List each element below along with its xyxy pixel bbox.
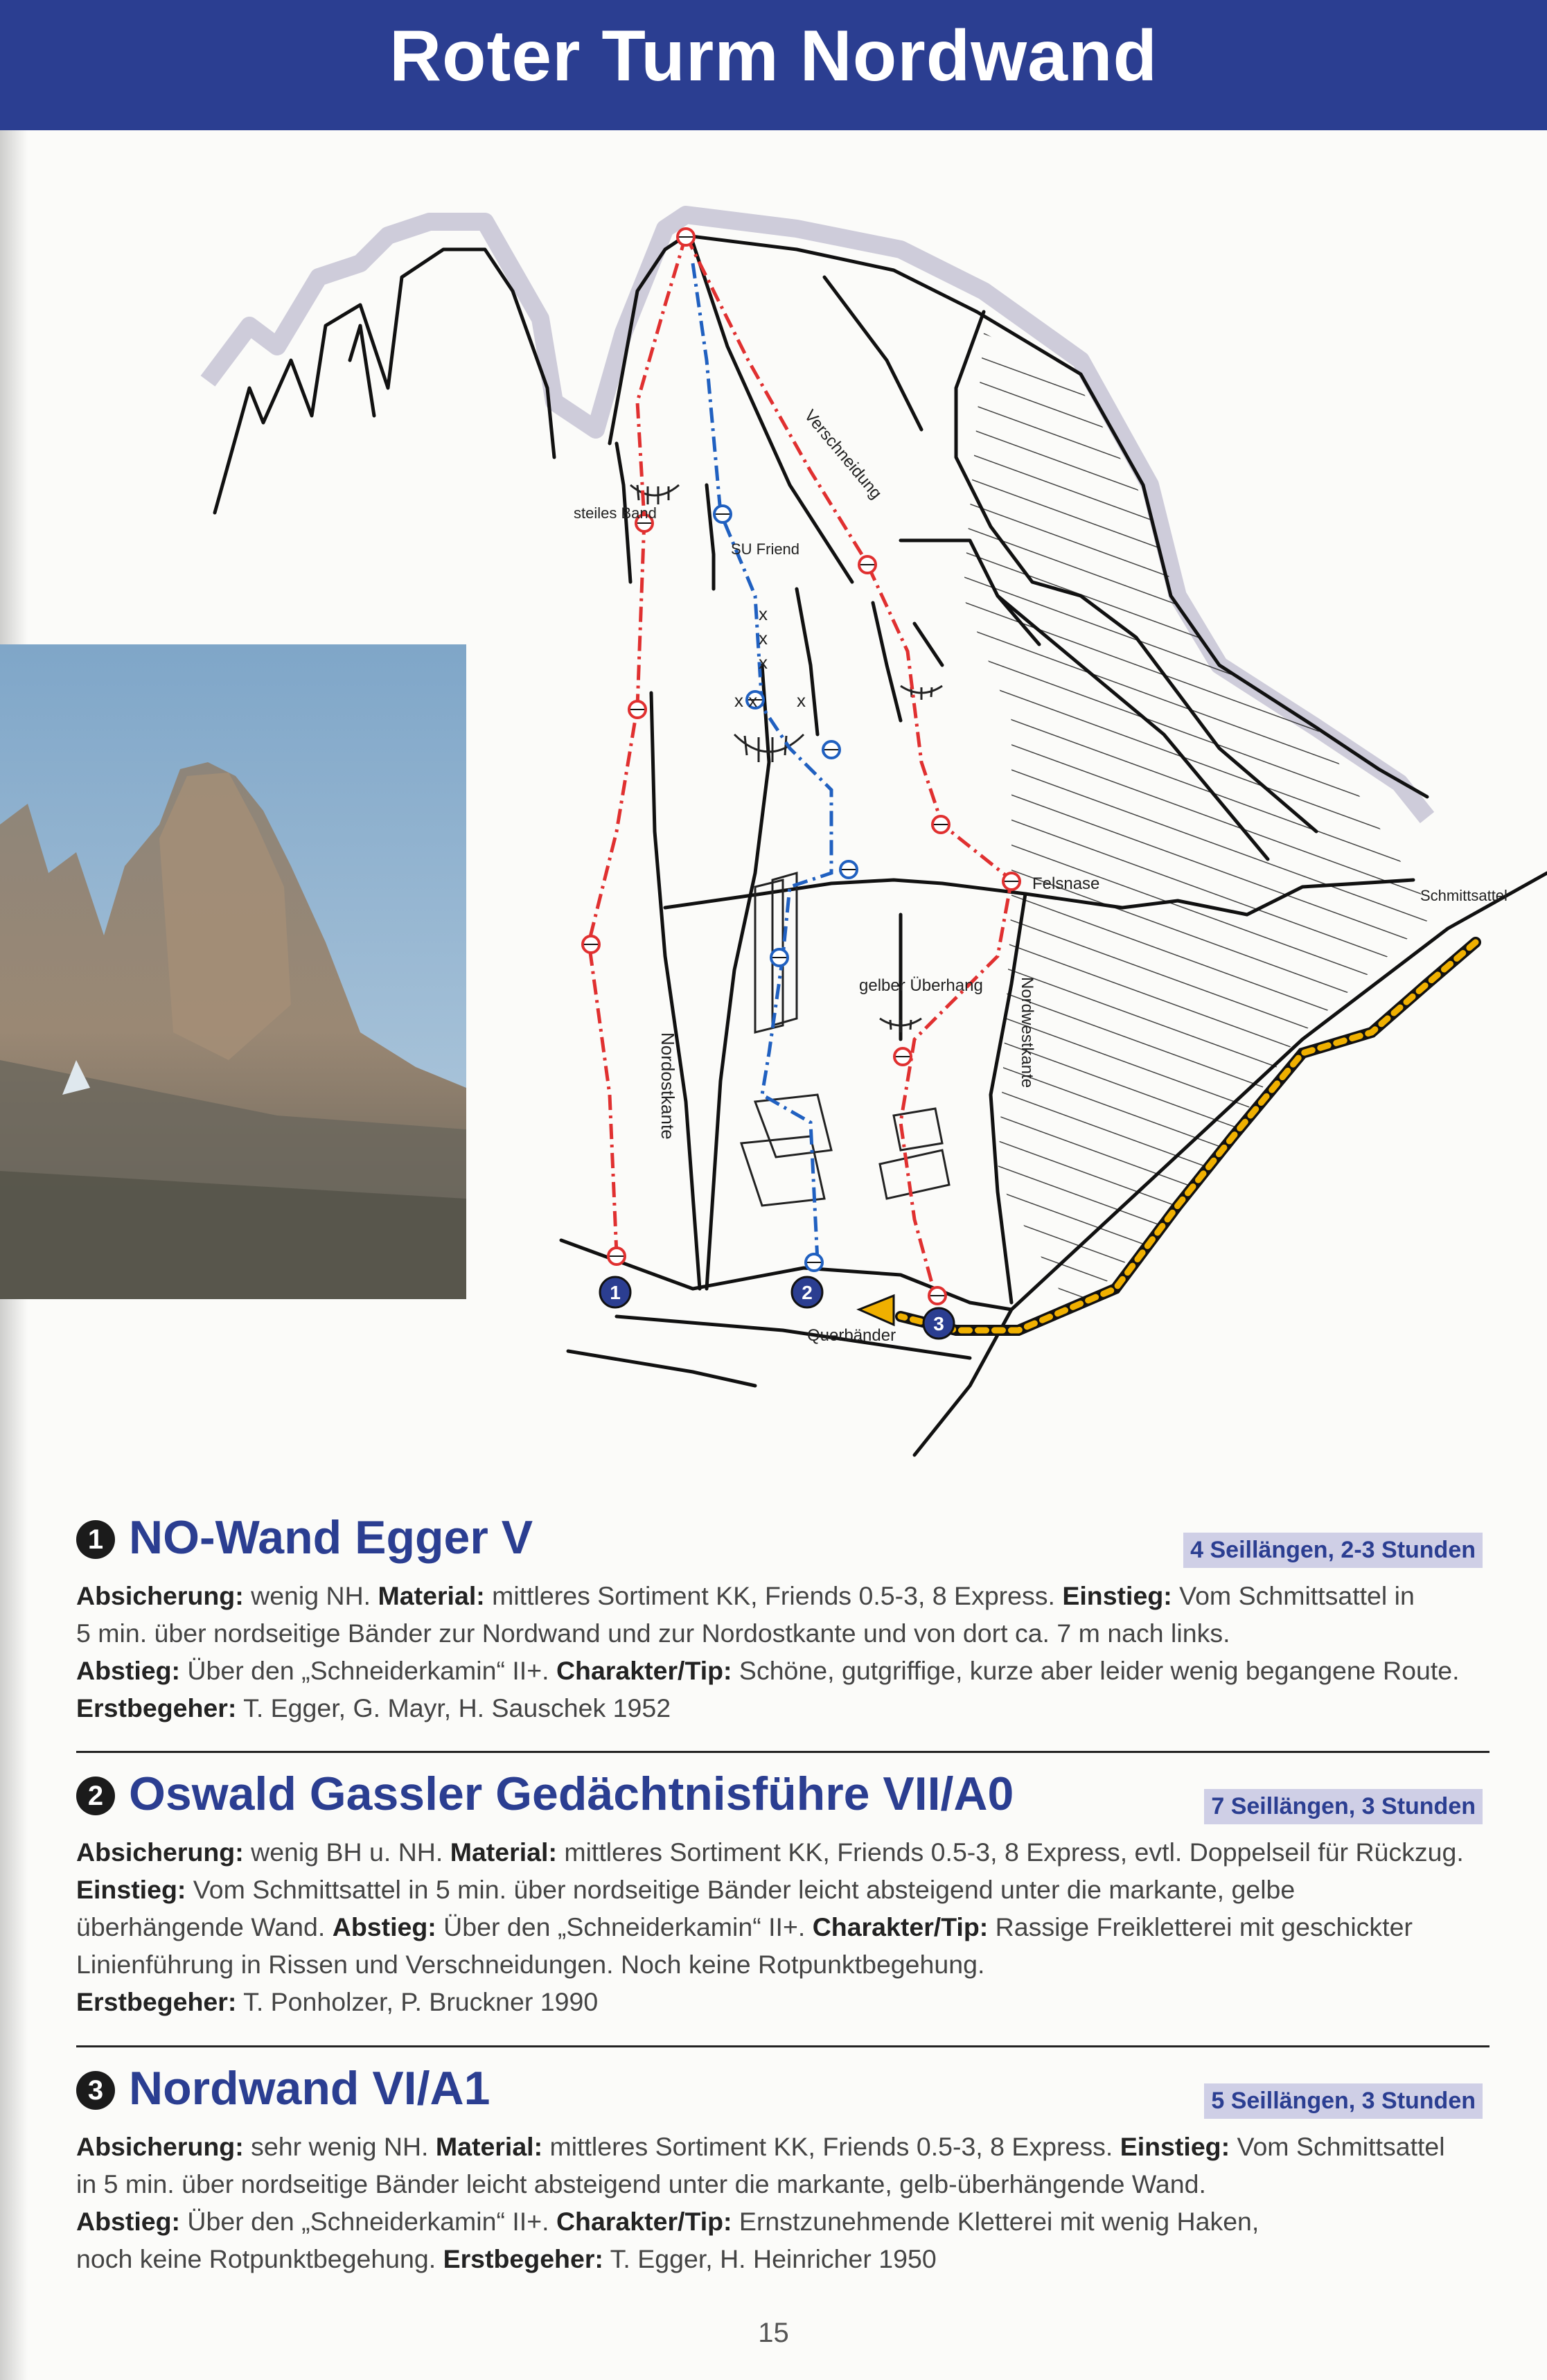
divider — [76, 1751, 1489, 1753]
description-line — [76, 1833, 1483, 1871]
field-label: Charakter/Tip: — [556, 1656, 732, 1685]
field-value: Linienführung in Rissen und Verschneidungen. Noch keine Rotpunktbegehung. — [76, 1950, 985, 1979]
field-value: noch keine Rotpunktbegehung. — [76, 2244, 443, 2273]
label-verschneidung: Verschneidung — [800, 406, 886, 503]
field-label: Einstieg: — [1120, 2132, 1230, 2161]
field-label: Absicherung: — [76, 1581, 244, 1610]
svg-text:x: x — [759, 628, 768, 649]
description-line — [76, 1983, 1483, 2020]
field-value: 5 min. über nordseitige Bänder zur Nordwand und zur Nordostkante und von dort ca. 7 m nach links. — [76, 1619, 1230, 1648]
label-nordostkante: Nordostkante — [657, 1032, 678, 1140]
approach-arrow — [859, 1296, 894, 1325]
label-gelber-ueberhang: gelber Überhang — [859, 976, 983, 995]
field-value: Schöne, gutgriffige, kurze aber leider wenig begangene Route. — [732, 1656, 1460, 1685]
marker-1: 1 — [610, 1282, 621, 1303]
page-number: 15 — [758, 2318, 789, 2348]
field-value: Über den „Schneiderkamin“ II+. — [436, 1912, 813, 1941]
field-label: Material: — [378, 1581, 485, 1610]
field-value: Vom Schmittsattel — [1230, 2132, 1445, 2161]
mountain-photo — [0, 644, 466, 1299]
route-duration-badge: 4 Seillängen, 2-3 Stunden — [1183, 1533, 1483, 1568]
route-block-1 — [76, 1510, 1483, 1727]
route-description — [76, 1833, 1483, 2020]
description-line — [76, 1946, 1483, 1983]
field-label: Einstieg: — [1062, 1581, 1172, 1610]
belay-stations — [583, 229, 1020, 1304]
svg-text:x: x — [797, 690, 806, 711]
field-value: in 5 min. über nordseitige Bänder leicht absteigend unter die markante, gelb-überhängende Wand. — [76, 2169, 1206, 2198]
description-line — [76, 2128, 1483, 2165]
field-label: Absicherung: — [76, 1837, 244, 1867]
field-value: sehr wenig NH. — [243, 2132, 436, 2161]
field-value: T. Ponholzer, P. Bruckner 1990 — [236, 1987, 599, 2016]
route-3-line — [686, 236, 1011, 1296]
route-block-3 — [76, 2061, 1483, 2277]
route-number-badge: 3 — [76, 2071, 115, 2110]
field-label: Erstbegeher: — [443, 2244, 603, 2273]
field-label: Abstieg: — [76, 1656, 180, 1685]
description-line — [76, 1689, 1483, 1727]
field-label: Erstbegeher: — [76, 1693, 237, 1722]
field-label: Einstieg: — [76, 1875, 186, 1904]
route-title: Oswald Gassler Gedächtnisführe VII/A0 — [129, 1768, 1014, 1820]
route-number-badge: 1 — [76, 1520, 115, 1559]
field-value: T. Egger, H. Heinricher 1950 — [603, 2244, 937, 2273]
slab-features — [741, 873, 949, 1206]
field-value: Rassige Freikletterei mit geschickter — [988, 1912, 1413, 1941]
route-duration-badge: 5 Seillängen, 3 Stunden — [1204, 2083, 1483, 2119]
page-title: Roter Turm Nordwand — [389, 16, 1158, 96]
field-value: wenig NH. — [243, 1581, 378, 1610]
field-value: Über den „Schneiderkamin“ II+. — [180, 1656, 556, 1685]
route-description — [76, 1577, 1483, 1727]
field-label: Charakter/Tip: — [812, 1912, 989, 1941]
label-nordwestkante: Nordwestkante — [1018, 977, 1036, 1088]
description-line — [76, 1577, 1483, 1614]
marker-2: 2 — [802, 1282, 813, 1303]
title-banner — [0, 0, 1547, 130]
label-steiles-band: steiles Band — [574, 504, 657, 522]
hatched-face — [963, 333, 1434, 1316]
field-label: Erstbegeher: — [76, 1987, 237, 2016]
field-value: Ernstzunehmende Kletterei mit wenig Haken, — [732, 2207, 1259, 2236]
field-value: T. Egger, G. Mayr, H. Sauschek 1952 — [236, 1693, 671, 1722]
field-value: mittleres Sortiment KK, Friends 0.5-3, 8 Express, evtl. Doppelseil für Rückzug. — [556, 1837, 1464, 1867]
description-line — [76, 2240, 1483, 2277]
marker-3: 3 — [933, 1313, 944, 1334]
label-felsnase: Felsnase — [1032, 874, 1100, 893]
svg-text:x: x — [759, 603, 768, 624]
field-value: wenig BH u. NH. — [243, 1837, 450, 1867]
field-label: Absicherung: — [76, 2132, 244, 2161]
description-line — [76, 1614, 1483, 1652]
field-value: Über den „Schneiderkamin“ II+. — [180, 2207, 556, 2236]
route-title: Nordwand VI/A1 — [129, 2062, 490, 2115]
route-block-2 — [76, 1767, 1483, 2020]
field-value: mittleres Sortiment KK, Friends 0.5-3, 8 Express. — [542, 2132, 1120, 2161]
field-label: Material: — [450, 1837, 557, 1867]
description-line — [76, 2203, 1483, 2240]
field-label: Material: — [435, 2132, 543, 2161]
route-title: NO-Wand Egger V — [129, 1511, 533, 1564]
label-schmittsattel: Schmittsattel — [1420, 887, 1508, 904]
description-line — [76, 2165, 1483, 2203]
divider — [76, 2045, 1489, 2047]
label-querbaender: Querbänder — [807, 1326, 896, 1345]
route-number-badge: 2 — [76, 1777, 115, 1815]
overhang-symbols — [630, 485, 942, 1032]
protection-marks — [734, 603, 806, 711]
route-description — [76, 2128, 1483, 2277]
label-su-friend: SU Friend — [731, 540, 800, 558]
field-label: Abstieg: — [76, 2207, 180, 2236]
description-line — [76, 1652, 1483, 1689]
svg-text:x: x — [759, 652, 768, 673]
field-value: überhängende Wand. — [76, 1912, 333, 1941]
field-value: mittleres Sortiment KK, Friends 0.5-3, 8 Express. — [484, 1581, 1063, 1610]
field-value: Vom Schmittsattel in — [1172, 1581, 1415, 1610]
field-label: Abstieg: — [332, 1912, 436, 1941]
route-duration-badge: 7 Seillängen, 3 Stunden — [1204, 1789, 1483, 1824]
field-label: Charakter/Tip: — [556, 2207, 732, 2236]
svg-text:x x: x x — [734, 690, 758, 711]
field-value: Vom Schmittsattel in 5 min. über nordseitige Bänder leicht absteigend unter die markante, gelbe — [186, 1875, 1296, 1904]
description-line — [76, 1908, 1483, 1946]
description-line — [76, 1871, 1483, 1908]
